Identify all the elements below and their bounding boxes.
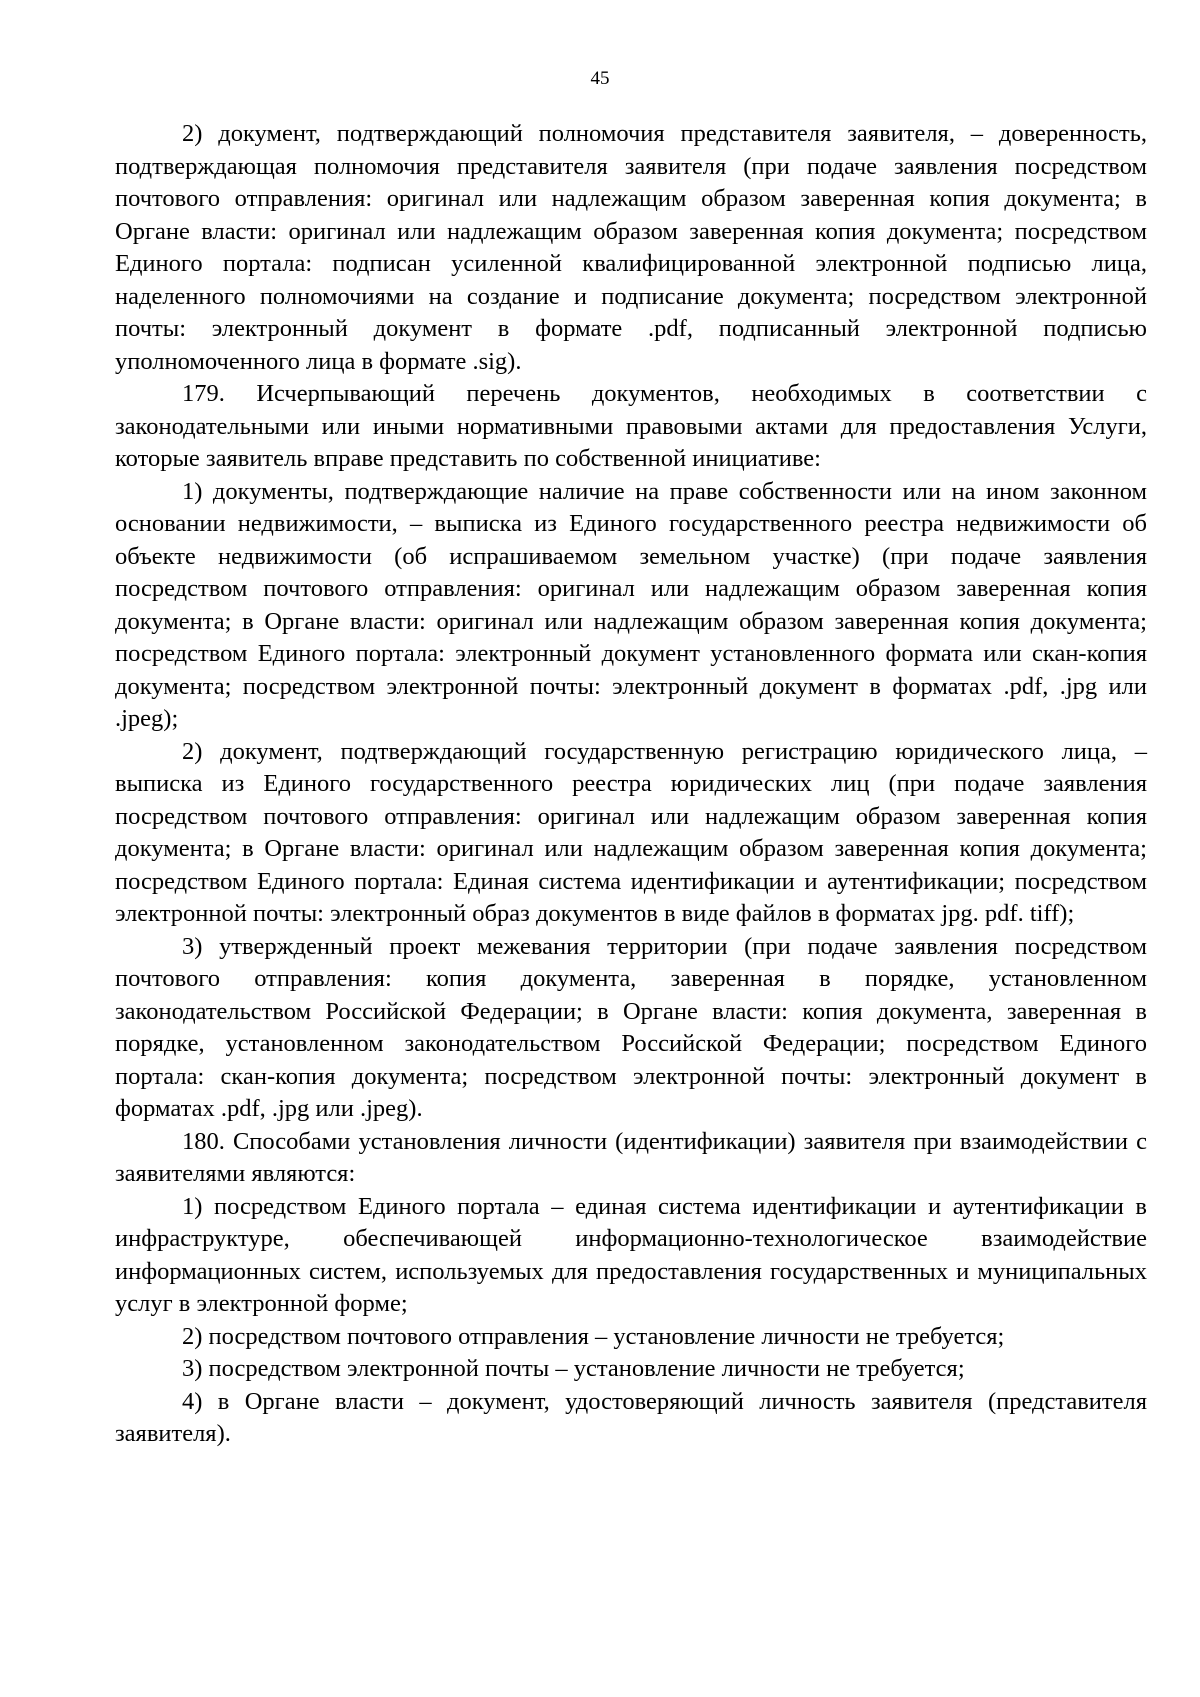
paragraph-180: 180. Способами установления личности (идентификации) заявителя при взаимодействии с заявителями являются: <box>115 1127 1147 1187</box>
paragraph-180-item-3: 3) посредством электронной почты – установление личности не требуется; <box>182 1355 965 1382</box>
paragraph-179-item-3: 3) утвержденный проект межевания территории (при подаче заявления посредством почтового отправления: копия документа, заверенная в порядке, установленном законодательством Российской Федерации; в Органе власти: копия документа, заверенная в порядке, установленном законодательством Российской Федерации; посредством Единого портала: скан-копия документа; посредством электронной почты: электронный документ в форматах .pdf, .jpg или .jpeg). <box>115 932 1147 1122</box>
paragraph-179: 179. Исчерпывающий перечень документов, необходимых в соответствии с законодательными или иными нормативными правовыми актами для предоставления Услуги, которые заявитель вправе представить по собственной инициативе: <box>115 380 1147 472</box>
paragraph-179-item-1: 1) документы, подтверждающие наличие на праве собственности или на ином законном основании недвижимости, – выписка из Единого государственного реестра недвижимости об объекте недвижимости (об испрашиваемом земельном участке) (при подаче заявления посредством почтового отправления: оригинал или надлежащим образом заверенная копия документа; в Органе власти: оригинал или надлежащим образом заверенная копия документа; посредством Единого портала: электронный документ установленного формата или скан-копия документа; посредством электронной почты: электронный документ в форматах .pdf, .jpg или .jpeg); <box>115 477 1147 732</box>
paragraph-180-item-4: 4) в Органе власти – документ, удостоверяющий личность заявителя (представителя заявителя). <box>115 1387 1147 1447</box>
page-number: 45 <box>590 68 610 89</box>
document-body <box>115 118 1147 1451</box>
paragraph-180-item-1: 1) посредством Единого портала – единая система идентификации и аутентификации в инфраструктуре, обеспечивающей информационно-технологическое взаимодействие информационных систем, используемых для предоставления государственных и муниципальных услуг в электронной форме; <box>115 1192 1147 1317</box>
paragraph-179-item-2: 2) документ, подтверждающий государственную регистрацию юридического лица, – выписка из Единого государственного реестра юридических лиц (при подаче заявления посредством почтового отправления: оригинал или надлежащим образом заверенная копия документа; в Органе власти: оригинал или надлежащим образом заверенная копия документа; посредством Единого портала: Единая система идентификации и аутентификации; посредством электронной почты: электронный образ документов в виде файлов в форматах jpg. pdf. tiff); <box>115 737 1147 927</box>
paragraph-item-2-representative: 2) документ, подтверждающий полномочия представителя заявителя, – доверенность, подтверждающая полномочия представителя заявителя (при подаче заявления посредством почтового отправления: оригинал или надлежащим образом заверенная копия документа; в Органе власти: оригинал или надлежащим образом заверенная копия документа; посредством Единого портала: подписан усиленной квалифицированной электронной подписью лица, наделенного полномочиями на создание и подписание документа; посредством электронной почты: электронный документ в формате .pdf, подписанный электронной подписью уполномоченного лица в формате .sig). <box>115 120 1147 375</box>
paragraph-180-item-2: 2) посредством почтового отправления – установление личности не требуется; <box>182 1322 1005 1350</box>
